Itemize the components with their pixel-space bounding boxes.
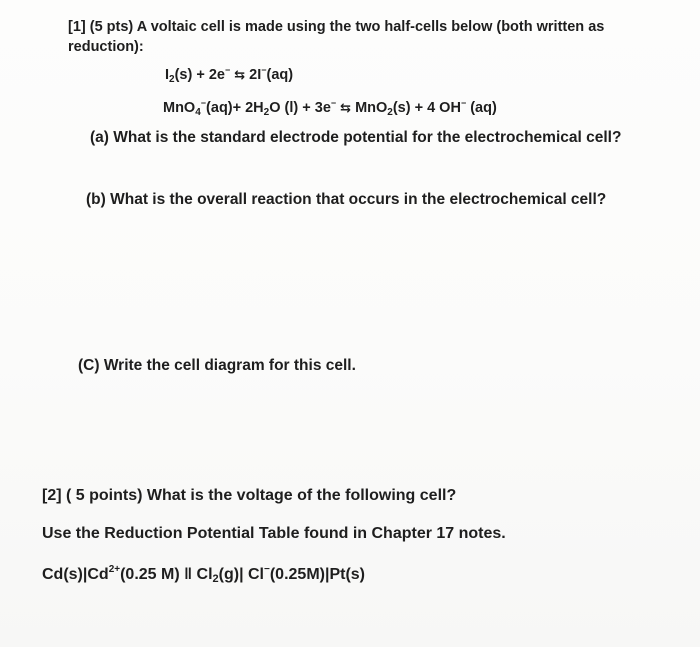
eq1-product-charge: − bbox=[261, 65, 267, 75]
half-reaction-iodine bbox=[165, 66, 293, 85]
problem2-instruction: Use the Reduction Potential Table found in Chapter 17 notes. bbox=[42, 525, 506, 542]
question-part-b: (b) What is the overall reaction that occurs in the electrochemical cell? bbox=[86, 191, 607, 208]
eq2-water: (aq)+ 2H bbox=[206, 100, 264, 116]
eq1-product-state: (aq) bbox=[266, 67, 294, 83]
eq1-left-side: (s) + 2e bbox=[174, 67, 225, 83]
cell-salt-bridge: (0.25 M) ‖ Cl bbox=[120, 566, 213, 583]
eq2-electrons: O (l) + 3e bbox=[269, 100, 331, 116]
cell-cathode: (0.25M)|Pt(s) bbox=[269, 566, 365, 583]
cell-chlorine-sub: 2 bbox=[212, 573, 219, 585]
problem1-header: [1] (5 pts) A voltaic cell is made using the two half-cells below (both written as bbox=[68, 19, 605, 35]
eq1-product: 2I bbox=[249, 67, 262, 83]
problem1-header-cont: reduction): bbox=[68, 39, 144, 55]
eq2-electron-charge: − bbox=[330, 98, 337, 108]
eq2-hydroxide-state: (aq) bbox=[466, 100, 497, 116]
eq2-mno2-sub: 2 bbox=[387, 107, 393, 118]
question-part-c: (C) Write the cell diagram for this cell. bbox=[78, 357, 356, 374]
eq2-permanganate-sub: 4 bbox=[195, 107, 201, 118]
eq2-hydroxide: (s) + 4 OH bbox=[392, 100, 461, 116]
eq1-electron-charge: − bbox=[224, 65, 231, 75]
equilibrium-arrow-icon: ⇆ bbox=[234, 68, 246, 83]
half-reaction-permanganate bbox=[163, 99, 497, 118]
cell-anode: Cd(s)|Cd bbox=[42, 566, 109, 583]
eq2-hydroxide-charge: − bbox=[460, 98, 467, 108]
cell-chloride-charge: − bbox=[264, 564, 270, 575]
eq2-water-sub: 2 bbox=[263, 107, 270, 118]
cell-anode-charge: 2+ bbox=[108, 564, 121, 575]
equilibrium-arrow-icon: ⇆ bbox=[340, 101, 352, 116]
eq1-subscript: 2 bbox=[169, 74, 175, 85]
eq1-species: I bbox=[165, 67, 170, 83]
cell-chloride: (g)| Cl bbox=[218, 566, 264, 583]
eq2-mno2: MnO bbox=[355, 100, 388, 116]
problem2-header: [2] ( 5 points) What is the voltage of the following cell? bbox=[42, 487, 457, 504]
eq2-permanganate-charge: − bbox=[200, 98, 207, 108]
question-part-a: (a) What is the standard electrode potential for the electrochemical cell? bbox=[90, 129, 622, 146]
eq2-permanganate: MnO bbox=[163, 100, 196, 116]
cell-notation bbox=[42, 565, 365, 585]
